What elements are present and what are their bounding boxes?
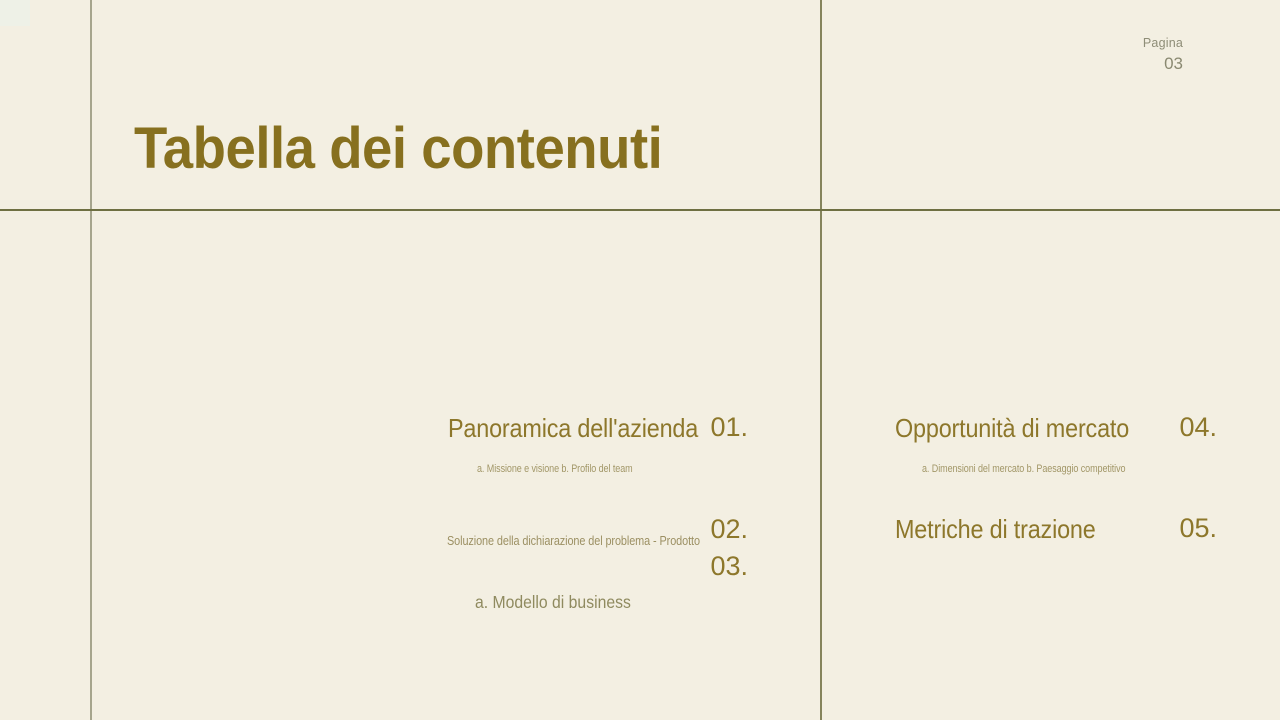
toc-item-market-opportunity-label: Opportunità di mercato: [895, 413, 1130, 443]
toc-item-problem-solution-label: Soluzione della dichiarazione del problema - Prodotto: [447, 534, 700, 548]
toc-item-company-overview-sub: a. Missione e visione b. Profilo del team: [477, 463, 633, 475]
toc-item-market-opportunity-sub: a. Dimensioni del mercato b. Paesaggio competitivo: [922, 463, 1126, 475]
toc-item-business-model-sub: a. Modello di business: [475, 592, 631, 612]
toc-item-traction-metrics-label: Metriche di trazione: [895, 514, 1096, 544]
toc-item-traction-metrics-number: 05.: [1179, 513, 1217, 543]
corner-highlight-square: [0, 0, 30, 26]
toc-item-problem-solution-number: 02.: [710, 514, 748, 544]
vertical-grid-line-left: [90, 0, 92, 720]
toc-item-company-overview-number: 01.: [710, 412, 748, 442]
slide-title: Tabella dei contenuti: [134, 116, 663, 181]
toc-item-business-model-number: 03.: [710, 551, 748, 581]
vertical-grid-line-right: [820, 0, 822, 720]
toc-item-company-overview-label: Panoramica dell'azienda: [448, 413, 699, 443]
toc-item-market-opportunity-number: 04.: [1179, 412, 1217, 442]
page-label: Pagina: [1142, 36, 1183, 50]
page-number: 03: [1164, 54, 1183, 73]
horizontal-grid-line: [0, 209, 1280, 211]
page-indicator: [1143, 36, 1183, 74]
